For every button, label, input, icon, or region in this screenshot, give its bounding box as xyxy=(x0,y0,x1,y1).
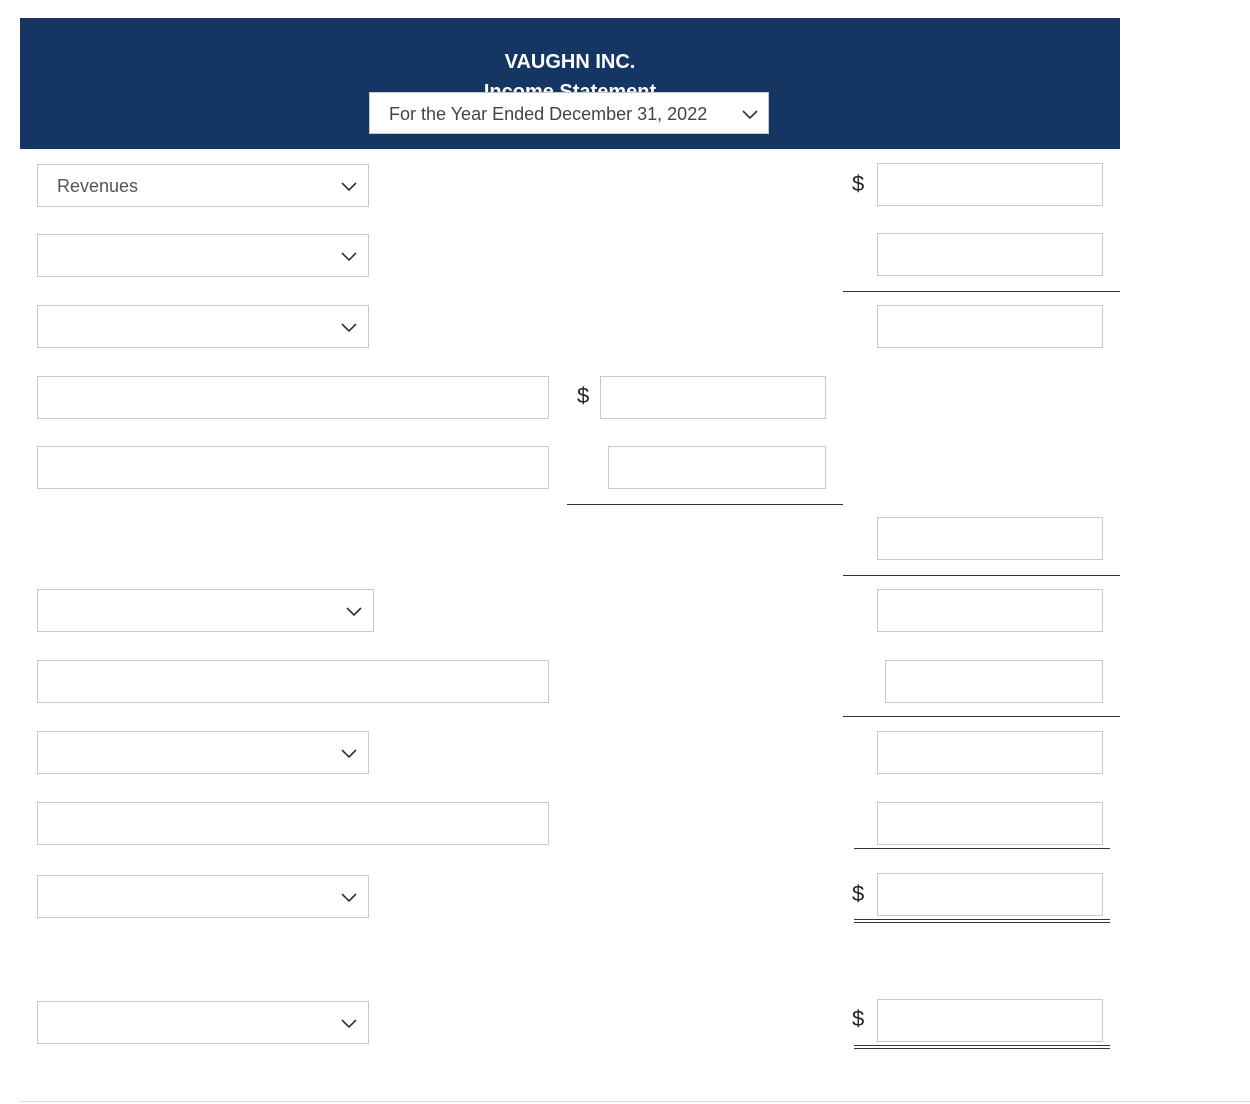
account-select-7[interactable] xyxy=(37,589,374,632)
subtotal-rule xyxy=(843,716,1120,717)
amount-input-2[interactable] xyxy=(877,233,1103,276)
amount-input-9[interactable] xyxy=(877,731,1103,774)
account-select-1[interactable] xyxy=(37,164,369,207)
subtotal-rule xyxy=(567,504,843,505)
double-total-rule xyxy=(854,1045,1110,1049)
amount-input-12[interactable] xyxy=(877,999,1103,1042)
chevron-down-icon xyxy=(340,318,358,336)
amount-input-8[interactable] xyxy=(885,660,1103,703)
dollar-sign: $ xyxy=(852,171,865,196)
account-select-11[interactable] xyxy=(37,875,369,918)
amount-input-5[interactable] xyxy=(608,446,826,489)
chevron-down-icon xyxy=(340,247,358,265)
account-select-9[interactable] xyxy=(37,731,369,774)
account-select-3[interactable] xyxy=(37,305,369,348)
statement-header xyxy=(20,18,1120,149)
account-select-1-value: Revenues xyxy=(57,176,139,196)
amount-input-1[interactable] xyxy=(877,163,1103,206)
account-text-input-10[interactable] xyxy=(37,802,549,845)
subtotal-rule xyxy=(843,291,1120,292)
company-name: VAUGHN INC. xyxy=(504,51,636,73)
chevron-down-icon xyxy=(340,177,358,195)
period-select-value: For the Year Ended December 31, 2022 xyxy=(389,104,708,124)
double-total-rule xyxy=(854,919,1110,923)
account-text-input-4[interactable] xyxy=(37,376,549,419)
amount-input-3[interactable] xyxy=(877,305,1103,348)
amount-input-11[interactable] xyxy=(877,873,1103,916)
dollar-sign: $ xyxy=(852,881,865,906)
dollar-sign: $ xyxy=(852,1006,865,1031)
footer-divider xyxy=(20,1101,1250,1102)
chevron-down-icon xyxy=(340,888,358,906)
subtotal-rule xyxy=(854,848,1110,849)
dollar-sign: $ xyxy=(577,383,590,408)
period-select[interactable] xyxy=(369,92,769,134)
account-select-2[interactable] xyxy=(37,234,369,277)
amount-input-6[interactable] xyxy=(877,517,1103,560)
account-select-12[interactable] xyxy=(37,1001,369,1044)
chevron-down-icon xyxy=(340,1014,358,1032)
chevron-down-icon xyxy=(741,105,759,123)
chevron-down-icon xyxy=(345,602,363,620)
amount-input-10[interactable] xyxy=(877,802,1103,845)
subtotal-rule xyxy=(843,575,1120,576)
account-text-input-5[interactable] xyxy=(37,446,549,489)
amount-input-4[interactable] xyxy=(600,376,826,419)
account-text-input-8[interactable] xyxy=(37,660,549,703)
chevron-down-icon xyxy=(340,744,358,762)
amount-input-7[interactable] xyxy=(877,589,1103,632)
